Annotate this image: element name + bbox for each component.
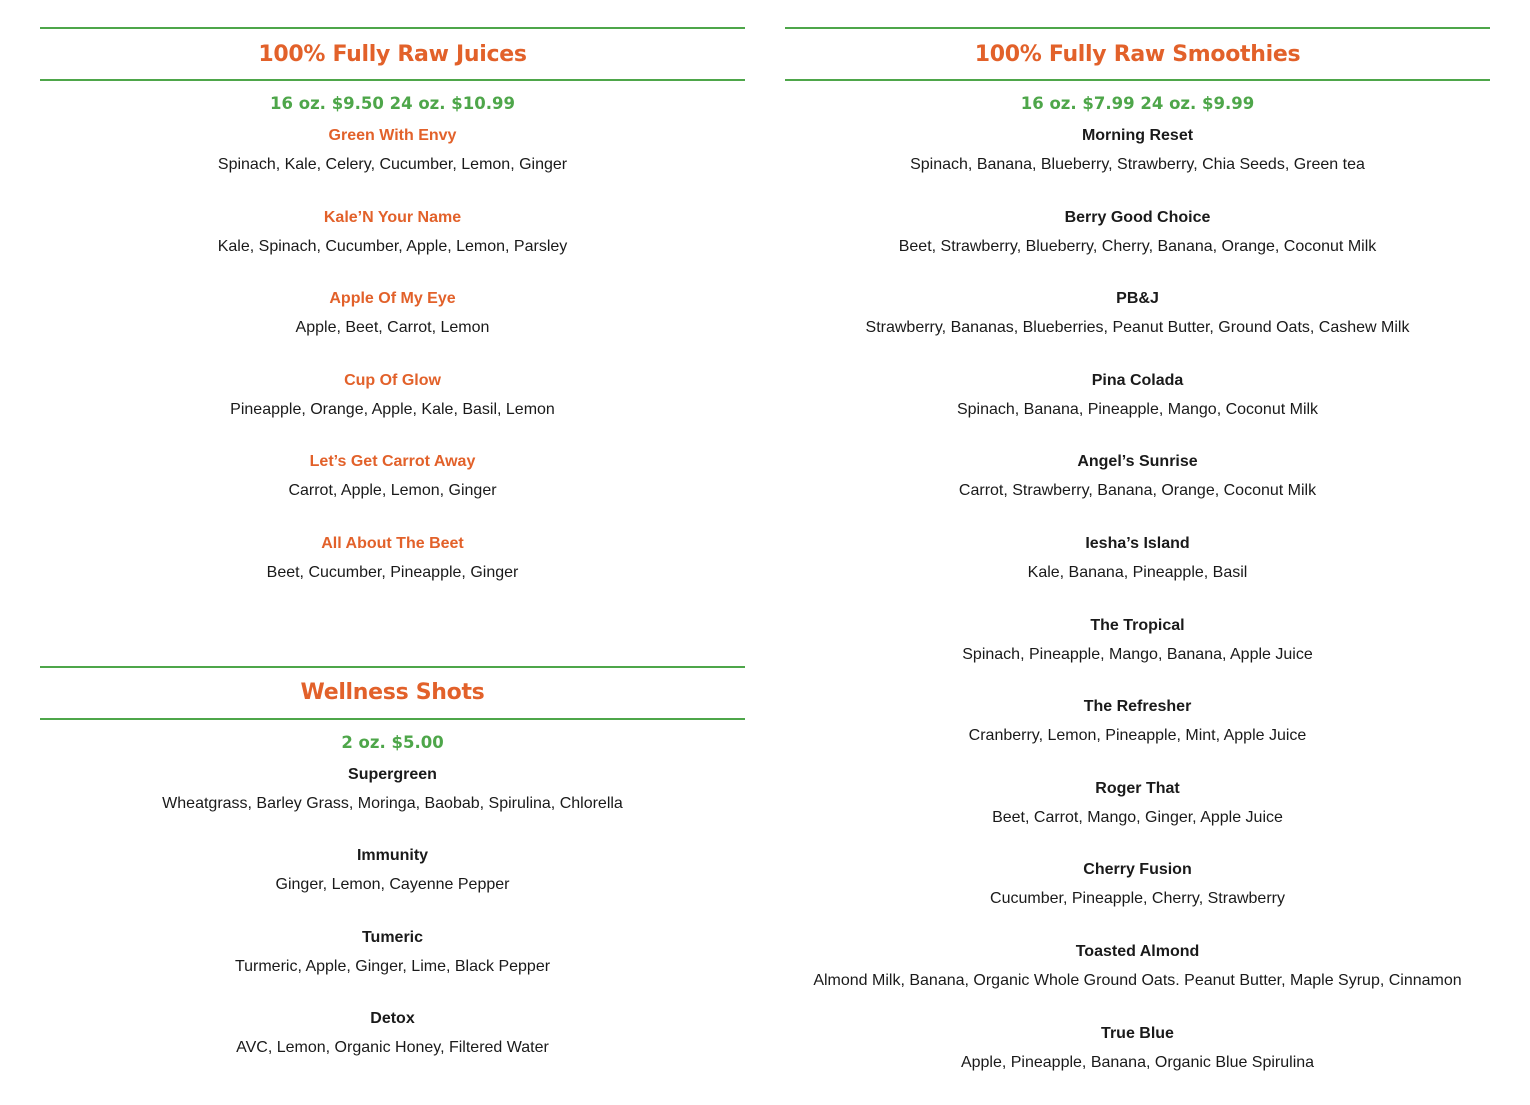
- juice-item-name: Kale’N Your Name: [323, 208, 462, 226]
- smoothie-item-ingredients: Spinach, Banana, Pineapple, Mango, Coconut Milk: [956, 400, 1319, 418]
- smoothie-item: [785, 126, 1490, 208]
- juice-item-ingredients: Spinach, Kale, Celery, Cucumber, Lemon, Ginger: [217, 156, 568, 173]
- shot-item: [40, 1009, 745, 1091]
- left-column: [40, 27, 745, 1091]
- smoothie-item-ingredients: Spinach, Banana, Blueberry, Strawberry, Chia Seeds, Green tea: [910, 156, 1365, 173]
- juices-section: [40, 27, 745, 616]
- smoothies-list: [785, 126, 1490, 1105]
- shot-item-name: Supergreen: [348, 765, 437, 783]
- juices-title: 100% Fully Raw Juices: [258, 41, 527, 67]
- juices-list: [40, 126, 745, 616]
- smoothie-item-name: The Refresher: [1083, 698, 1192, 716]
- juice-item-name: Green With Envy: [328, 127, 457, 144]
- smoothie-item-name: The Tropical: [1090, 616, 1185, 634]
- juice-item-ingredients: Beet, Cucumber, Pineapple, Ginger: [266, 563, 519, 581]
- smoothie-item-name: PB&J: [1116, 290, 1159, 308]
- smoothie-item: [785, 697, 1490, 779]
- smoothie-item-name: Berry Good Choice: [1064, 208, 1211, 226]
- shots-section: [40, 666, 745, 1091]
- juices-header: [40, 27, 745, 81]
- shot-item-name: Immunity: [356, 847, 429, 865]
- smoothie-item: [785, 289, 1490, 371]
- smoothie-item-ingredients: Apple, Pineapple, Banana, Organic Blue Spirulina: [960, 1053, 1315, 1071]
- shot-item-name: Tumeric: [361, 928, 424, 946]
- juice-item: [40, 126, 745, 208]
- smoothie-item-ingredients: Cranberry, Lemon, Pineapple, Mint, Apple Juice: [968, 727, 1307, 745]
- smoothie-item-ingredients: Kale, Banana, Pineapple, Basil: [1027, 563, 1248, 581]
- juice-item: [40, 371, 745, 453]
- smoothie-item: [785, 942, 1490, 1024]
- smoothie-item: [785, 534, 1490, 616]
- juice-item-name: All About The Beet: [321, 534, 464, 552]
- smoothie-item-name: Iesha’s Island: [1085, 534, 1190, 552]
- smoothie-item-ingredients: Carrot, Strawberry, Banana, Orange, Coconut Milk: [958, 482, 1317, 500]
- juice-item-ingredients: Pineapple, Orange, Apple, Kale, Basil, Lemon: [230, 400, 555, 418]
- smoothies-price: 16 oz. $7.99 24 oz. $9.99: [1020, 94, 1255, 113]
- smoothie-item-name: Roger That: [1095, 779, 1180, 797]
- smoothie-item-name: Toasted Almond: [1075, 942, 1200, 960]
- juice-item-ingredients: Carrot, Apple, Lemon, Ginger: [288, 482, 497, 500]
- smoothies-title: 100% Fully Raw Smoothies: [974, 41, 1301, 67]
- shot-item-ingredients: AVC, Lemon, Organic Honey, Filtered Water: [236, 1039, 549, 1057]
- shots-title: Wellness Shots: [300, 680, 485, 706]
- smoothie-item: [785, 208, 1490, 290]
- smoothies-header: [785, 27, 1490, 81]
- juice-item: [40, 289, 745, 371]
- shot-item-name: Detox: [370, 1010, 415, 1028]
- smoothie-item: [785, 616, 1490, 698]
- right-column: [785, 27, 1490, 1105]
- shot-item: [40, 928, 745, 1010]
- shots-header: [40, 666, 745, 720]
- smoothie-item-name: Cherry Fusion: [1083, 861, 1192, 879]
- smoothie-item-name: Angel’s Sunrise: [1077, 453, 1198, 471]
- smoothie-item-ingredients: Beet, Carrot, Mango, Ginger, Apple Juice: [992, 808, 1283, 826]
- shot-item: [40, 846, 745, 928]
- shot-item-ingredients: Ginger, Lemon, Cayenne Pepper: [275, 876, 510, 894]
- smoothie-item-name: Morning Reset: [1081, 127, 1194, 144]
- shot-item-ingredients: Wheatgrass, Barley Grass, Moringa, Baobab, Spirulina, Chlorella: [162, 794, 623, 812]
- juice-item: [40, 452, 745, 534]
- smoothie-item-ingredients: Almond Milk, Banana, Organic Whole Ground Oats. Peanut Butter, Maple Syrup, Cinnamon: [813, 971, 1462, 989]
- smoothie-item-ingredients: Strawberry, Bananas, Blueberries, Peanut Butter, Ground Oats, Cashew Milk: [865, 319, 1410, 337]
- juices-price: 16 oz. $9.50 24 oz. $10.99: [270, 94, 515, 113]
- juice-item-ingredients: Apple, Beet, Carrot, Lemon: [295, 319, 490, 337]
- smoothie-item: [785, 371, 1490, 453]
- smoothie-item: [785, 779, 1490, 861]
- smoothie-item-name: True Blue: [1101, 1024, 1174, 1042]
- shot-item-ingredients: Turmeric, Apple, Ginger, Lime, Black Pepper: [234, 957, 551, 975]
- smoothie-item-ingredients: Cucumber, Pineapple, Cherry, Strawberry: [990, 890, 1285, 908]
- smoothies-section: [785, 27, 1490, 1105]
- smoothie-item-ingredients: Beet, Strawberry, Blueberry, Cherry, Banana, Orange, Coconut Milk: [898, 237, 1377, 255]
- smoothie-item: [785, 860, 1490, 942]
- juice-item: [40, 534, 745, 616]
- juice-item-name: Let’s Get Carrot Away: [309, 453, 476, 471]
- smoothie-item-name: Pina Colada: [1091, 371, 1184, 389]
- smoothie-item: [785, 452, 1490, 534]
- smoothie-item: [785, 1024, 1490, 1105]
- juice-item-name: Cup Of Glow: [344, 371, 441, 389]
- smoothie-item-ingredients: Spinach, Pineapple, Mango, Banana, Apple Juice: [962, 645, 1313, 663]
- juice-item: [40, 208, 745, 290]
- juice-item-ingredients: Kale, Spinach, Cucumber, Apple, Lemon, Parsley: [217, 237, 568, 255]
- shot-item: [40, 765, 745, 847]
- shots-price: 2 oz. $5.00: [341, 732, 444, 752]
- shots-list: [40, 765, 745, 1091]
- juice-item-name: Apple Of My Eye: [329, 290, 456, 308]
